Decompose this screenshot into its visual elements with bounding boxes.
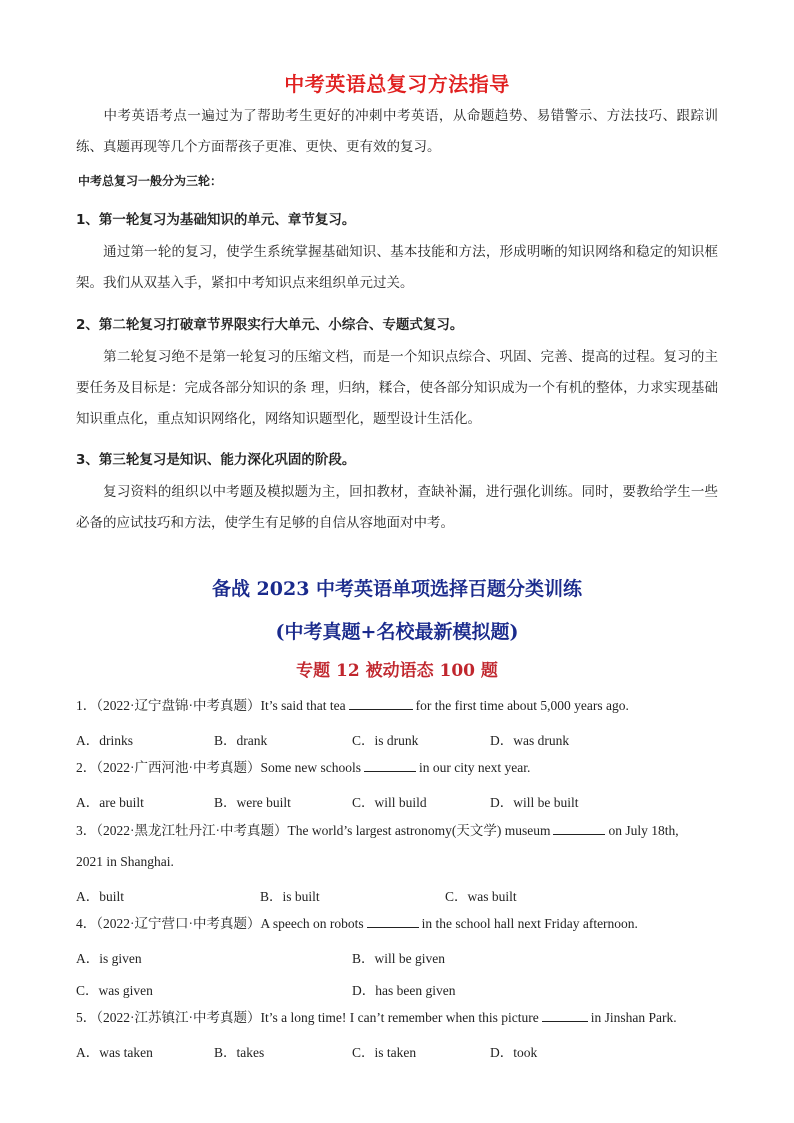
guide-intro-text: 中考英语考点一遍过为了帮助考生更好的冲刺中考英语，从命题趋势、易错警示、方法技巧、跟踪训练、真题再现等几个方面帮孩子更准、更快、更有效的复习。 — [76, 108, 718, 155]
option-c[interactable]: C．is taken — [352, 1045, 417, 1060]
round3-paragraph — [76, 477, 718, 539]
topic-title: 专题 12 被动语态 100 题 — [296, 661, 498, 681]
answer-blank[interactable] — [364, 759, 416, 772]
answer-blank[interactable] — [542, 1009, 588, 1022]
question-stem: 1．（2022·辽宁盘锦·中考真题）It’s said that tea — [76, 698, 346, 713]
option-d[interactable]: D．has been given — [352, 983, 456, 998]
round2-text: 第二轮复习绝不是第一轮复习的压缩文档，而是一个知识点综合、巩固、完善、提高的过程。复习的主要任务及目标是：完成各部分知识的条 理，归纳，糅合，使各部分知识成为一个有机的整体，力求实现基础知识重点化，重点知识网络化，网络知识题型化，题型设计生活化。 — [76, 349, 718, 427]
option-b[interactable]: B．takes — [214, 1045, 265, 1060]
three-rounds-label: 中考总复习一般分为三轮： — [78, 174, 223, 188]
option-b[interactable]: B．were built — [214, 795, 291, 810]
question-stem: 5．（2022·江苏镇江·中考真题）It’s a long time! I can’t remember when this picture — [76, 1010, 539, 1025]
round1-text: 通过第一轮的复习，使学生系统掌握基础知识、基本技能和方法，形成明晰的知识网络和稳定的知识框架。我们从双基入手，紧扣中考知识点来组织单元过关。 — [76, 244, 718, 291]
round2-heading: 2、第二轮复习打破章节界限实行大单元、小综合、专题式复习。 — [76, 317, 464, 333]
round3-heading: 3、第三轮复习是知识、能力深化巩固的阶段。 — [76, 452, 356, 468]
answer-blank[interactable] — [367, 915, 419, 928]
option-a[interactable]: A．was taken — [76, 1045, 153, 1060]
question-stem-end: in Jinshan Park. — [590, 1010, 677, 1025]
question-1 — [76, 690, 726, 721]
guide-intro — [76, 101, 718, 163]
option-c[interactable]: C．was built — [445, 889, 517, 904]
option-c[interactable]: C．was given — [76, 983, 153, 998]
question-stem-end: in the school hall next Friday afternoon. — [421, 916, 638, 931]
option-b[interactable]: B．is built — [260, 889, 320, 904]
option-d[interactable]: D．was drunk — [490, 733, 570, 748]
option-c[interactable]: C．is drunk — [352, 733, 419, 748]
round1-heading: 1、第一轮复习为基础知识的单元、章节复习。 — [76, 212, 356, 228]
question-stem-end: in our city next year. — [418, 760, 531, 775]
question-stem: 3．（2022·黑龙江牡丹江·中考真题）The world’s largest astronomy(天文学) museum — [76, 823, 551, 838]
round2-paragraph — [76, 342, 718, 435]
option-b[interactable]: B．drank — [214, 733, 268, 748]
exercise-subtitle: (中考真题+名校最新模拟题) — [275, 621, 519, 643]
round3-text: 复习资料的组织以中考题及模拟题为主，回扣教材，查缺补漏，进行强化训练。同时，要教给学生一些必备的应试技巧和方法，使学生有足够的自信从容地面对中考。 — [76, 484, 718, 531]
answer-blank[interactable] — [553, 822, 605, 835]
option-a[interactable]: A．drinks — [76, 733, 133, 748]
question-2 — [76, 752, 726, 783]
round1-paragraph — [76, 237, 718, 299]
option-a[interactable]: A．are built — [76, 795, 144, 810]
question-stem-end: for the first time about 5,000 years ago. — [415, 698, 629, 713]
option-b[interactable]: B．will be given — [352, 951, 445, 966]
option-a[interactable]: A．is given — [76, 951, 142, 966]
exercise-title: 备战 2023 中考英语单项选择百题分类训练 — [211, 578, 583, 600]
guide-title: 中考英语总复习方法指导 — [284, 72, 510, 96]
option-d[interactable]: D．will be built — [490, 795, 579, 810]
question-4 — [76, 908, 726, 939]
option-d[interactable]: D．took — [490, 1045, 538, 1060]
question-3-continued: 2021 in Shanghai. — [76, 854, 174, 869]
question-stem-end: on July 18th, — [608, 823, 679, 838]
question-3 — [76, 815, 726, 846]
option-c[interactable]: C．will build — [352, 795, 427, 810]
question-stem: 4．（2022·辽宁营口·中考真题）A speech on robots — [76, 916, 364, 931]
question-5 — [76, 1002, 726, 1033]
option-a[interactable]: A．built — [76, 889, 125, 904]
question-stem: 2．（2022·广西河池·中考真题）Some new schools — [76, 760, 361, 775]
answer-blank[interactable] — [349, 697, 413, 710]
